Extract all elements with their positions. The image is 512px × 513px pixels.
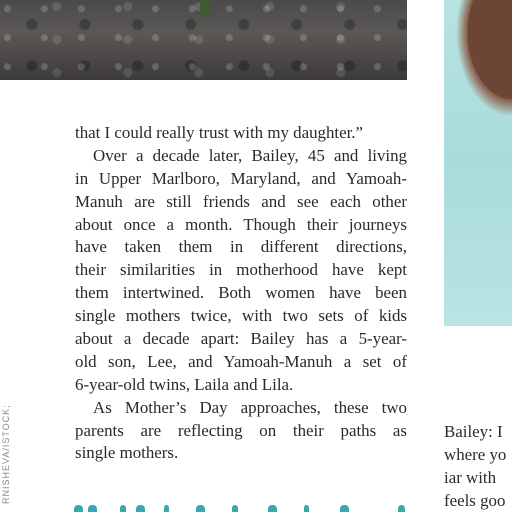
body-line: As Mother’s Day approaches, these two — [93, 397, 407, 417]
body-line: have taken them in different directions, — [75, 237, 407, 257]
portrait-photo — [444, 0, 512, 326]
body-line: Manuh are still friends and see each other — [75, 191, 407, 211]
plant-sprout — [200, 0, 210, 18]
right-line: where yo — [444, 444, 507, 464]
right-line: iar with — [444, 467, 497, 487]
photo-credit-text: RNISHEVA/ISTOCK; — [1, 404, 11, 504]
body-line: about once a month. Though their journeys — [75, 214, 407, 234]
body-line: Over a decade later, Bailey, 45 and living — [93, 145, 407, 165]
right-line: feels goo — [444, 490, 506, 510]
portrait-face — [444, 0, 512, 130]
right-line: Bailey: I — [444, 422, 503, 441]
top-photo — [0, 0, 407, 80]
body-line: parents are reflecting on their paths as — [75, 420, 407, 440]
body-line: 6-year-old twins, Laila and Lila. — [75, 374, 294, 394]
body-line: in Upper Marlboro, Maryland, and Yamoah- — [75, 168, 407, 188]
body-line: that I could really trust with my daughter.” — [75, 123, 364, 142]
photo-credit — [0, 400, 14, 512]
body-line: single mothers twice, with two sets of kids — [75, 306, 407, 326]
next-heading-cropped — [72, 505, 412, 512]
right-column — [444, 421, 512, 513]
body-line: their similarities in motherhood have kept — [75, 260, 407, 280]
body-line: them intertwined. Both women have been — [75, 283, 407, 303]
body-line: about a decade apart: Bailey has a 5-year- — [75, 329, 407, 349]
body-line: old son, Lee, and Yamoah-Manuh a set of — [75, 351, 407, 371]
body-line: single mothers. — [75, 443, 179, 463]
article-body — [75, 122, 407, 465]
